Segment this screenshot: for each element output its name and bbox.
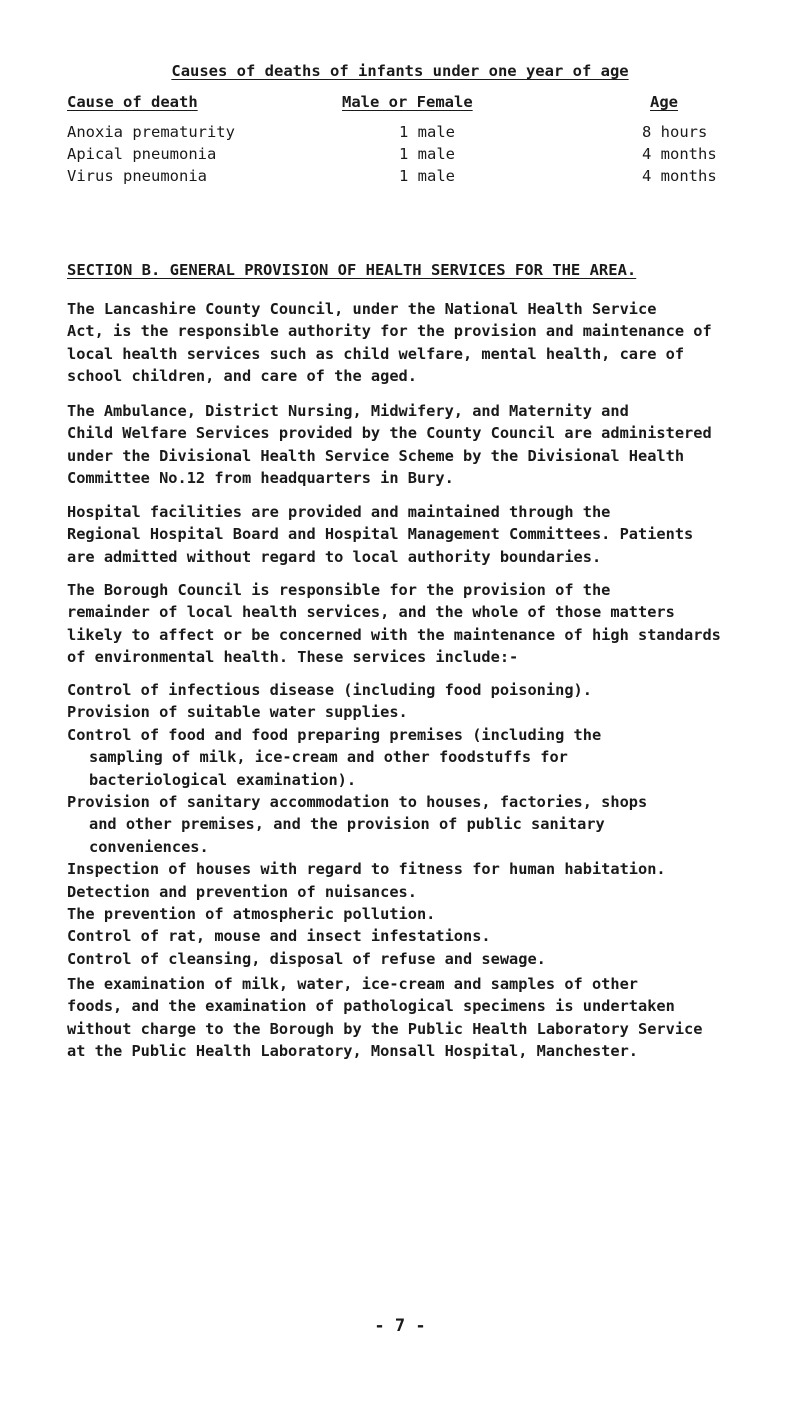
list-item — [67, 881, 787, 903]
list-item-text: The prevention of atmospheric pollution. — [67, 905, 436, 924]
list-item — [67, 679, 787, 701]
sex-cell: 1 male — [399, 167, 455, 185]
list-item — [67, 724, 787, 791]
list-item-text: Control of food and food preparing premises (including the — [67, 725, 602, 744]
age-cell: 8 hours — [642, 123, 708, 141]
list-item-text: Detection and prevention of nuisances. — [67, 882, 417, 901]
list-item-text: Control of rat, mouse and insect infestations. — [67, 927, 491, 946]
list-item-text: Provision of sanitary accommodation to houses, factories, shops — [67, 793, 648, 812]
list-item — [67, 791, 787, 858]
cause-cell: Apical pneumonia — [67, 145, 217, 163]
list-item-text: Provision of suitable water supplies. — [67, 703, 408, 722]
list-item-text: Control of cleansing, disposal of refuse and sewage. — [67, 949, 546, 968]
cause-cell: Virus pneumonia — [67, 167, 207, 185]
table-row — [0, 123, 800, 145]
sex-cell: 1 male — [399, 123, 455, 141]
list-item-continuation: and other premises, and the provision of public sanitary conveniences. — [89, 815, 605, 856]
infant-deaths-title: Causes of deaths of infants under one year of age — [171, 62, 629, 80]
age-cell: 4 months — [642, 167, 717, 185]
infant-deaths-header-row — [0, 93, 800, 115]
list-item — [67, 701, 787, 723]
list-item-continuation: sampling of milk, ice-cream and other foodstuffs for bacteriological examination). — [89, 748, 568, 789]
list-item — [67, 858, 787, 880]
paragraph-borough-council: The Borough Council is responsible for the provision of the remainder of local health services, and the whole of those matters likely to affect or be concerned with the maintenance of high standards of environmental health. These services include:- — [67, 581, 721, 667]
header-cause: Cause of death — [67, 93, 198, 111]
header-age: Age — [650, 93, 678, 111]
table-row — [0, 167, 800, 189]
paragraph-ambulance-services: The Ambulance, District Nursing, Midwifery, and Maternity and Child Welfare Services provided by the County Council are administered under the Divisional Health Service Scheme by the Divisional Health Committee No.12 from headquarters in Bury. — [67, 402, 712, 488]
list-item — [67, 903, 787, 925]
table-row — [0, 145, 800, 167]
cause-cell: Anoxia prematurity — [67, 123, 235, 141]
list-item — [67, 925, 787, 947]
list-item-text: Control of infectious disease (including food poisoning). — [67, 681, 592, 699]
list-item — [67, 948, 787, 970]
age-cell: 4 months — [642, 145, 717, 163]
paragraph-hospital-facilities: Hospital facilities are provided and maintained through the Regional Hospital Board and Hospital Management Committees. Patients are admitted without regard to local authority boundaries. — [67, 503, 694, 566]
list-item-text: Inspection of houses with regard to fitness for human habitation. — [67, 860, 666, 879]
paragraph-examination: The examination of milk, water, ice-cream and samples of other foods, and the examination of pathological specimens is undertaken without charge to the Borough by the Public Health Laboratory Service at the Public Health Laboratory, Monsall Hospital, Manchester. — [67, 975, 703, 1061]
sex-cell: 1 male — [399, 145, 455, 163]
section-b-title: SECTION B. GENERAL PROVISION OF HEALTH SERVICES FOR THE AREA. — [67, 261, 637, 279]
page-number: - 7 - — [374, 1316, 426, 1336]
paragraph-county-council: The Lancashire County Council, under the National Health Service Act, is the responsible authority for the provision and maintenance of local health services such as child welfare, mental health, care of school children, and care of the aged. — [67, 300, 712, 386]
services-list — [67, 679, 787, 970]
header-sex: Male or Female — [342, 93, 473, 111]
